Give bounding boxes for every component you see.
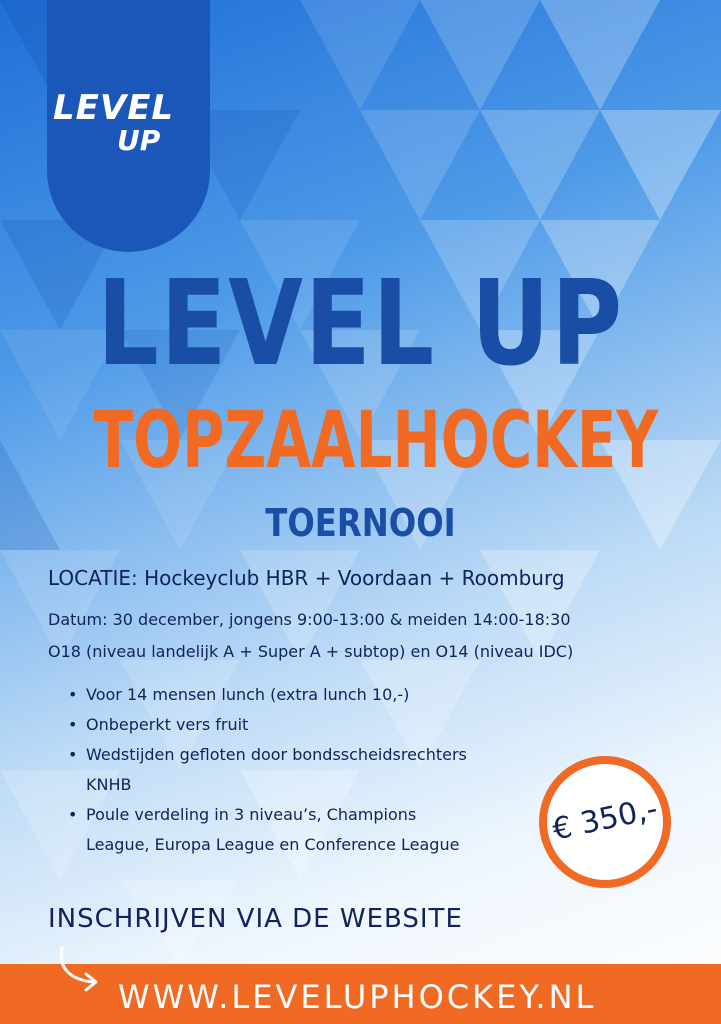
logo-line-1: LEVEL	[53, 88, 175, 128]
list-item-text-continued: KNHB	[86, 775, 132, 794]
page-tagline: TOERNOOI	[265, 501, 456, 545]
list-item-text: Onbeperkt vers fruit	[86, 715, 249, 734]
list-item	[68, 680, 538, 710]
logo-line-2: UP	[117, 124, 161, 157]
list-item-text: Poule verdeling in 3 niveau’s, Champions	[86, 805, 417, 824]
price-text: € 350,-	[549, 791, 661, 848]
signup-text: INSCHRIJVEN VIA DE WEBSITE	[48, 904, 463, 934]
list-item	[68, 710, 538, 740]
list-item	[68, 740, 538, 800]
level-text: O18 (niveau landelijk A + Super A + subtop) en O14 (niveau IDC)	[48, 642, 574, 661]
curved-arrow-icon	[56, 944, 108, 994]
page-subtitle: TOPZAALHOCKEY	[93, 396, 659, 486]
location-text: LOCATIE: Hockeyclub HBR + Voordaan + Roomburg	[48, 566, 565, 590]
page-title: LEVEL UP	[97, 254, 624, 392]
list-item-text: Wedstijden gefloten door bondsscheidsrechters	[86, 745, 467, 764]
price-badge	[539, 756, 671, 888]
list-item	[68, 800, 538, 860]
brand-logo[interactable]	[47, 80, 210, 160]
list-item-text-continued: League, Europa League en Conference League	[86, 835, 460, 854]
list-item-text: Voor 14 mensen lunch (extra lunch 10,-)	[86, 685, 410, 704]
website-link[interactable]: WWW.LEVELUPHOCKEY.NL	[118, 978, 597, 1016]
feature-list	[68, 680, 538, 860]
date-text: Datum: 30 december, jongens 9:00-13:00 & meiden 14:00-18:30	[48, 610, 571, 629]
